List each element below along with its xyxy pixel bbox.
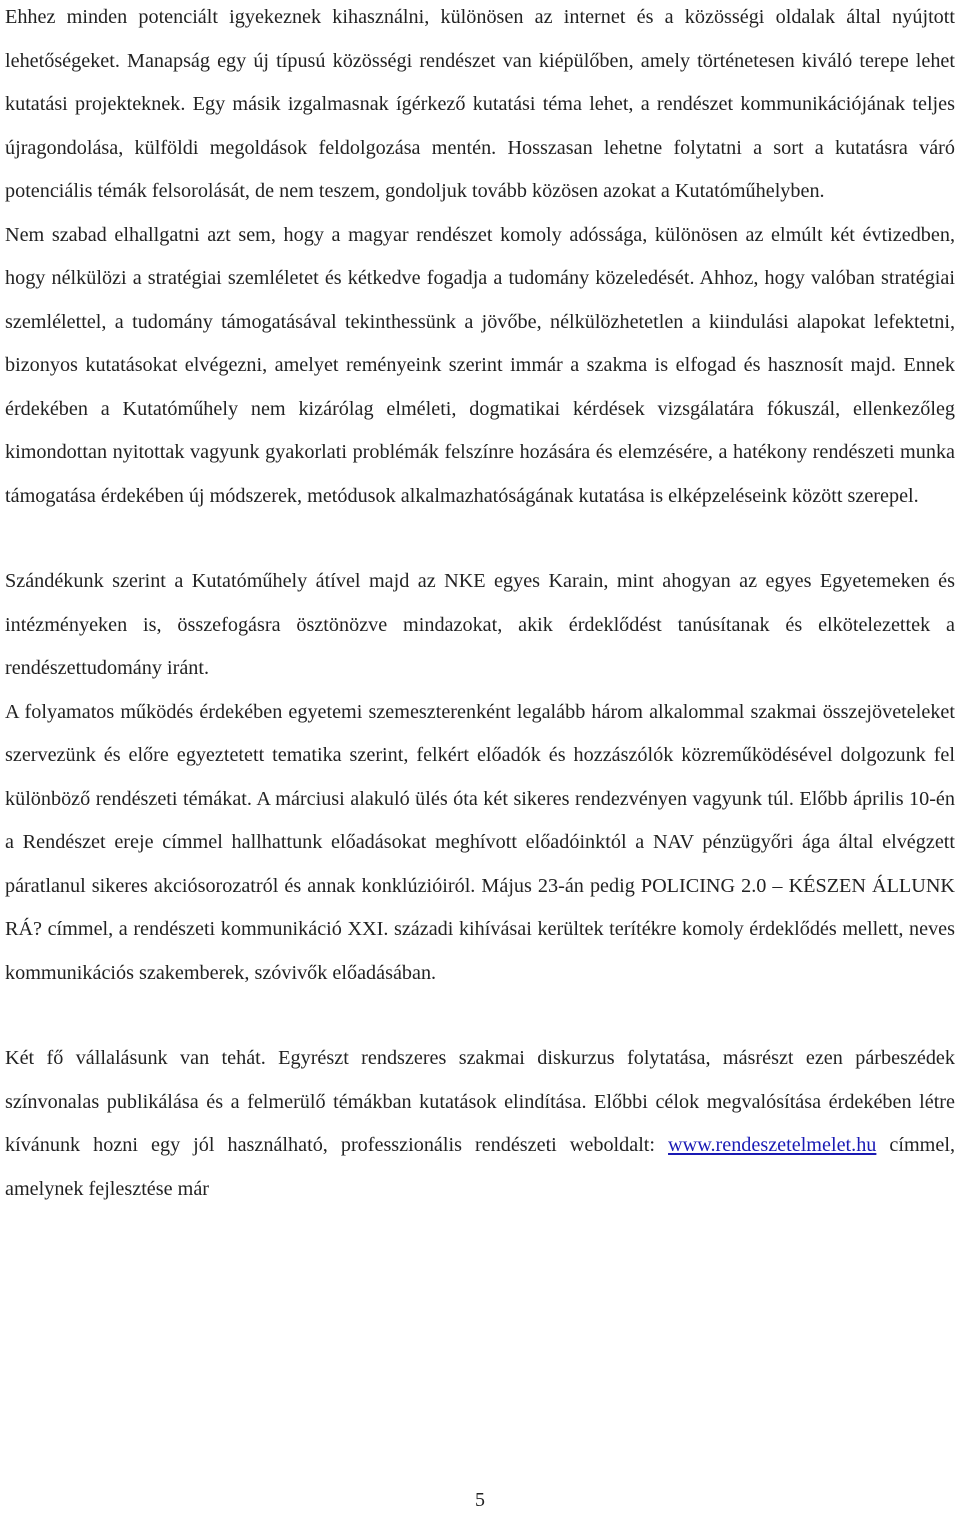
paragraph-workshop-intent: Szándékunk szerint a Kutatóműhely átível majd az NKE egyes Karain, mint ahogyan az egyes Egyetemeken és intézményeken is, összefogásra ösztönözve mindazokat, akik érdeklődést tanúsítanak és elkötelezettek a rendészettudomány iránt. [5, 570, 955, 679]
paragraph-events: A folyamatos működés érdekében egyetemi szemeszterenként legalább három alkalommal szakmai összejöveteleket szervezünk és előre egyeztetett tematika szerint, felkért előadók és hozzászólók közreműködésével dolgozunk fel különböző rendészeti témákat. A márciusi alakuló ülés óta két sikeres rendezvényen vagyunk túl. Előbb április 10-én a Rendészet ereje címmel hallhattunk előadásokat meghívott előadóinktól a NAV pénzügyőri ága által elvégzett páratlanul sikeres akciósorozatról és annak konklúzióiról. Május 23-án pedig POLICING 2.0 – KÉSZEN ÁLLUNK RÁ? címmel, a rendészeti kommunikáció XXI. századi kihívásai kerültek terítékre komoly érdeklődés mellett, neves kommunikációs szakemberek, szóvivők előadásában. [5, 700, 955, 984]
paragraph-spacer [5, 518, 955, 560]
commitments-text: Két fő vállalásunk van tehát. Egyrészt rendszeres szakmai diskurzus folytatása, másrészt ezen párbeszédek színvonalas publikálása és a felmerülő témákban kutatások elindítása. Előbbi célok megvalósítása érdekében létre kívánunk hozni egy jól használható, professzionális rendészeti weboldalt: [5, 1047, 955, 1156]
paragraph-strategic-approach: Nem szabad elhallgatni azt sem, hogy a magyar rendészet komoly adóssága, különösen az elmúlt két évtizedben, hogy nélkülözi a stratégiai szemléletet és kétkedve fogadja a tudomány közeledését. Ahhoz, hogy valóban stratégiai szemlélettel, a tudomány támogatásával tekinthessünk a jövőbe, nélkülözhetetlen a kiindulási alapokat lefektetni, bizonyos kutatásokat elvégezni, amelyet reményeink szerint immár a szakma is elfogad és hasznosít majd. Ennek érdekében a Kutatóműhely nem kizárólag elméleti, dogmatikai kérdések vizsgálatára fókuszál, ellenkezőleg kimondottan nyitottak vagyunk gyakorlati problémák felszínre hozására és elemzésére, a hatékony rendészeti munka támogatása érdekében új módszerek, metódusok alkalmazhatóságának kutatása is elképzeléseink között szerepel. [5, 223, 955, 507]
paragraph-commitments [5, 1037, 955, 1211]
paragraph-community-policing: Ehhez minden potenciált igyekeznek kihasználni, különösen az internet és a közösségi oldalak által nyújtott lehetőségeket. Manapság egy új típusú közösségi rendészet van kiépülőben, amely történetesen kiváló terepe lehet kutatási projekteknek. Egy másik izgalmasnak ígérkező kutatási téma lehet, a rendészet kommunikációjának teljes újragondolása, külföldi megoldások feldolgozása mentén. Hosszasan lehetne folytatni a sort a kutatásra váró potenciális témák felsorolását, de nem teszem, gondoljuk tovább közösen azokat a Kutatóműhelyben. [5, 6, 955, 202]
commitments-text-end: címmel, amelynek fejlesztése már [5, 1134, 955, 1200]
paragraph-spacer [5, 995, 955, 1037]
website-link[interactable]: www.rendeszetelmelet.hu [668, 1134, 877, 1156]
document-page [5, 0, 955, 1211]
page-number: 5 [475, 1489, 485, 1511]
